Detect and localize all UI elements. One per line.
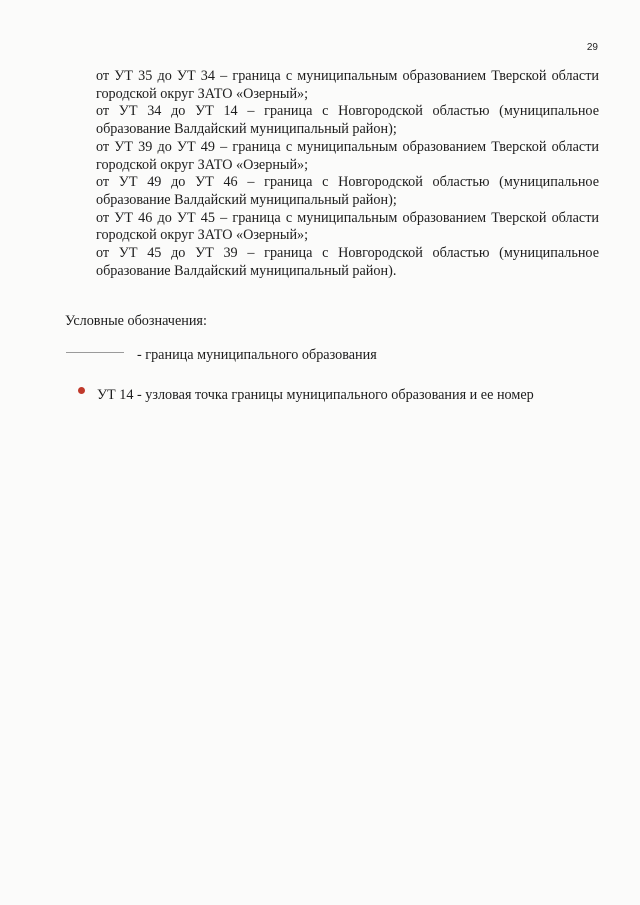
boundary-list — [96, 68, 599, 280]
legend-boundary-line — [66, 346, 377, 364]
boundary-item: от УТ 34 до УТ 14 – граница с Новгородской областью (муниципальное образование Валдайский муниципальный район); — [96, 103, 599, 138]
boundary-item: от УТ 45 до УТ 39 – граница с Новгородской областью (муниципальное образование Валдайский муниципальный район). — [96, 245, 599, 279]
boundary-line-icon — [66, 352, 124, 353]
legend-node-point — [78, 386, 534, 404]
boundary-item: от УТ 35 до УТ 34 – граница с муниципальным образованием Тверской области городской округ ЗАТО «Озерный»; — [96, 68, 599, 102]
legend-boundary-line-label: - граница муниципального образования — [137, 347, 377, 363]
boundary-item: от УТ 46 до УТ 45 – граница с муниципальным образованием Тверской области городской округ ЗАТО «Озерный»; — [96, 209, 599, 244]
boundary-item: от УТ 39 до УТ 49 – граница с муниципальным образованием Тверской области городской округ ЗАТО «Озерный»; — [96, 138, 599, 173]
legend-title: Условные обозначения: — [65, 313, 207, 329]
page-number: 29 — [586, 42, 598, 53]
legend-node-point-label: УТ 14 - узловая точка границы муниципального образования и ее номер — [97, 387, 534, 403]
boundary-item: от УТ 49 до УТ 46 – граница с Новгородской областью (муниципальное образование Валдайский муниципальный район); — [96, 174, 599, 208]
red-dot-icon — [78, 387, 85, 394]
